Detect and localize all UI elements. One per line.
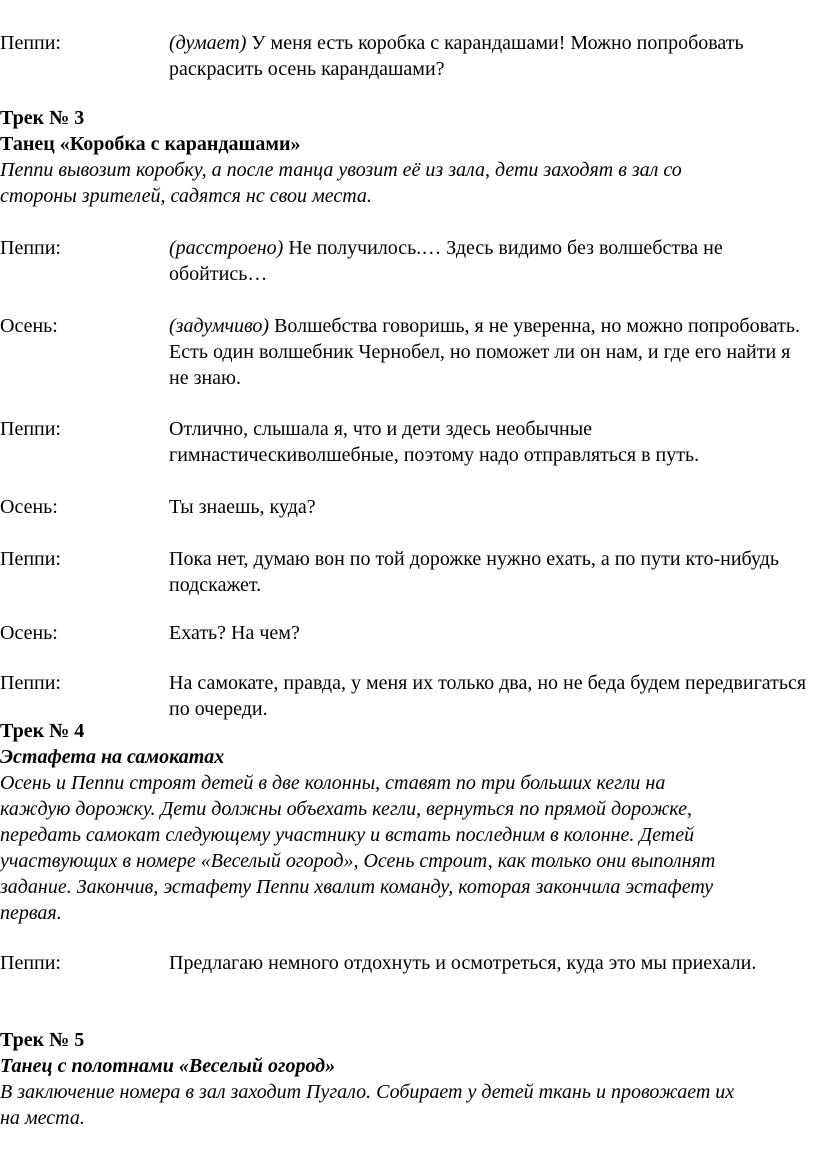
speech-content: Пока нет, думаю вон по той дорожке нужно ехать, а по пути кто-нибудь подскажет. — [169, 548, 779, 596]
speaker-name: Пеппи: — [0, 32, 61, 54]
stage-remark-line: первая. — [0, 902, 62, 924]
speech-text — [169, 950, 809, 976]
stage-remark-line: на места. — [0, 1107, 85, 1129]
stage-remark-line: Осень и Пеппи строят детей в две колонны, ставят по три больших кегли на — [0, 772, 666, 794]
stage-remark-line: Пеппи вывозит коробку, а после танца увозит её из зала, дети заходят в зал со — [0, 159, 682, 181]
speech-text — [169, 494, 809, 520]
speaker-name: Пеппи: — [0, 952, 61, 974]
speech-text — [169, 546, 809, 598]
stage-remark-line: передать самокат следующему участнику и встать последним в колонне. Детей — [0, 824, 695, 846]
track-title: Эстафета на самокатах — [0, 746, 225, 768]
speech-content: Отлично, слышала я, что и дети здесь необычные гимнастическиволшебные, поэтому надо отправляться в путь. — [169, 418, 700, 466]
speech-text — [169, 416, 809, 468]
speech-content: Ехать? На чем? — [169, 622, 300, 644]
speech-text — [169, 670, 809, 722]
speaker-name: Осень: — [0, 622, 58, 644]
speech-text — [169, 620, 809, 646]
speech-content: Ты знаешь, куда? — [169, 496, 316, 518]
stage-remark-line: участвующих в номере «Веселый огород», Осень строит, как только они выполнят — [0, 850, 716, 872]
speaker-name: Пеппи: — [0, 672, 61, 694]
speech-content: Волшебства говоришь, я не уверенна, но можно попробовать. Есть один волшебник Чернобел, но поможет ли он нам, и где его найти я не знаю. — [169, 315, 801, 389]
speech-text — [169, 313, 809, 391]
stage-remark-line: стороны зрителей, садятся нс свои места. — [0, 185, 372, 207]
speaker-name: Пеппи: — [0, 548, 61, 570]
speech-content: На самокате, правда, у меня их только два, но не беда будем передвигаться по очереди. — [169, 672, 807, 720]
speech-text — [169, 235, 809, 287]
speaker-name: Пеппи: — [0, 418, 61, 440]
speaker-name: Пеппи: — [0, 237, 61, 259]
speech-content: Предлагаю немного отдохнуть и осмотреться, куда это мы приехали. — [169, 952, 757, 974]
track-heading: Трек № 5 — [0, 1029, 85, 1051]
speech-content: У меня есть коробка с карандашами! Можно попробовать раскрасить осень карандашами? — [169, 32, 744, 80]
stage-direction: (думает) — [169, 32, 247, 54]
stage-remark-line: задание. Закончив, эстафету Пеппи хвалит команду, которая закончила эстафету — [0, 876, 714, 898]
speaker-name: Осень: — [0, 315, 58, 337]
stage-direction: (расстроено) — [169, 237, 284, 259]
track-heading: Трек № 4 — [0, 720, 85, 742]
stage-remark-line: каждую дорожку. Дети должны объехать кегли, вернуться по прямой дорожке, — [0, 798, 692, 820]
track-heading: Трек № 3 — [0, 107, 85, 129]
speaker-name: Осень: — [0, 496, 58, 518]
track-title: Танец «Коробка с карандашами» — [0, 133, 301, 155]
speech-content: Не получилось.… Здесь видимо без волшебства не обойтись… — [169, 237, 723, 285]
track-title: Танец с полотнами «Веселый огород» — [0, 1055, 336, 1077]
stage-remark-line: В заключение номера в зал заходит Пугало. Собирает у детей ткань и провожает их — [0, 1081, 735, 1103]
speech-text — [169, 30, 809, 82]
stage-direction: (задумчиво) — [169, 315, 270, 337]
